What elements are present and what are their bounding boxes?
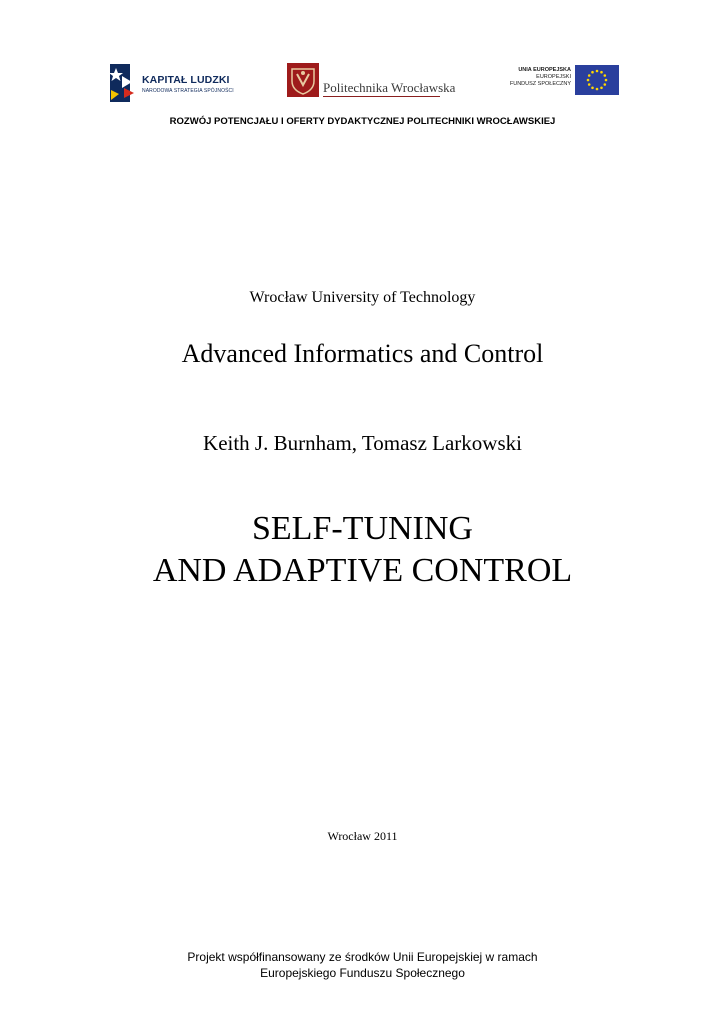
project-header: ROZWÓJ POTENCJAŁU I OFERTY DYDAKTYCZNEJ POLITECHNIKI WROCŁAWSKIEJ: [169, 116, 556, 127]
book-title-line2: AND ADAPTIVE CONTROL: [152, 552, 573, 589]
politechnika-name: Politechnika Wrocławska: [323, 80, 456, 95]
eu-flag-icon: [575, 65, 619, 95]
eu-text: [510, 67, 571, 88]
kapital-ludzki-subtitle: NARODOWA STRATEGIA SPÓJNOŚCI: [142, 88, 234, 94]
politechnika-crest-icon: [287, 63, 319, 97]
book-title: [0, 508, 725, 592]
place-and-year: Wrocław 2011: [327, 829, 398, 843]
university-name: Wrocław University of Technology: [249, 289, 476, 306]
funding-footer-line1: Projekt współfinansowany ze środków Unii Europejskiej w ramach: [187, 950, 538, 964]
authors: Keith J. Burnham, Tomasz Larkowski: [203, 431, 522, 455]
kapital-ludzki-title: KAPITAŁ LUDZKI: [142, 74, 230, 86]
eu-text-line3: FUNDUSZ SPOŁECZNY: [509, 81, 571, 87]
eu-text-line2: EUROPEJSKI: [536, 74, 571, 80]
funding-footer: [0, 949, 725, 981]
kapital-ludzki-emblem-icon: [108, 62, 138, 104]
course-name: Advanced Informatics and Control: [181, 339, 544, 368]
funding-footer-line2: Europejskiego Funduszu Społecznego: [260, 966, 465, 980]
eu-logo: [505, 64, 621, 96]
kapital-ludzki-logo: [108, 62, 238, 104]
politechnika-logo: [287, 63, 456, 101]
eu-text-line1: UNIA EUROPEJSKA: [518, 67, 571, 73]
book-title-line1: SELF-TUNING: [252, 510, 473, 547]
politechnika-underline: [323, 96, 440, 97]
